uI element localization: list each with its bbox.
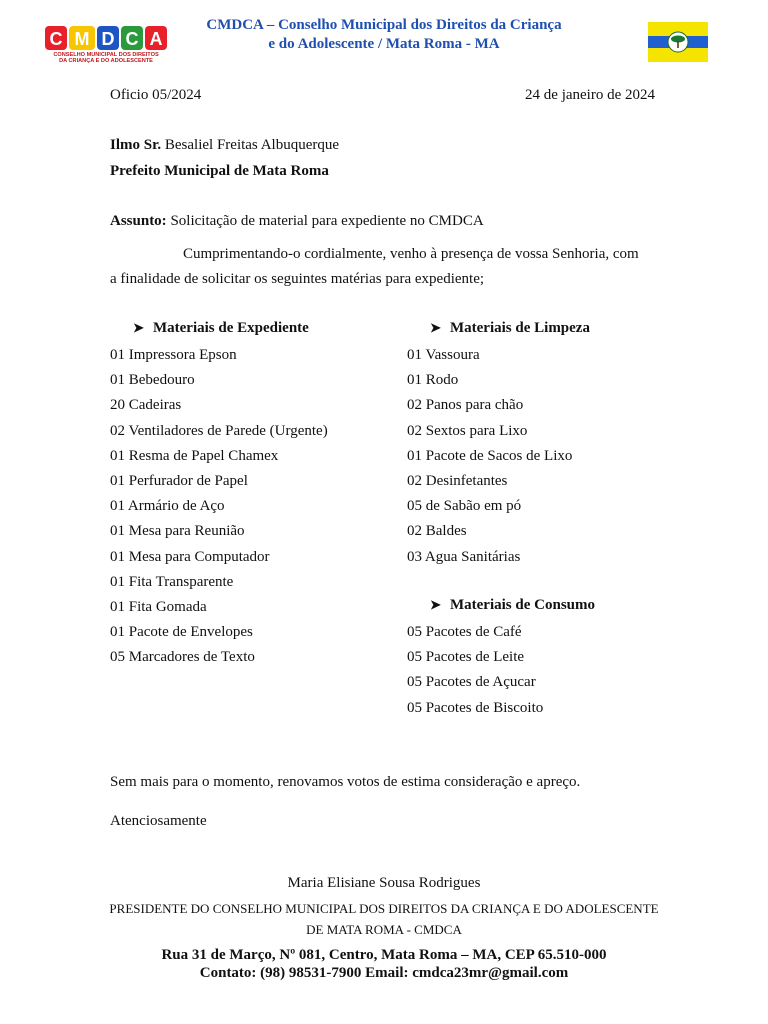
list-item: 01 Fita Gomada (110, 598, 207, 615)
list-item: 02 Panos para chão (407, 397, 524, 414)
recipient-name: Besaliel Freitas Albuquerque (164, 137, 340, 153)
list-item: 01 Fita Transparente (110, 573, 234, 590)
list-item: 01 Rodo (407, 372, 459, 389)
list-item: 01 Pacote de Sacos de Lixo (407, 447, 573, 464)
arrowhead-bullet-icon: ➤ (133, 320, 144, 335)
list-item: 02 Ventiladores de Parede (Urgente) (110, 422, 328, 439)
subject-text: Solicitação de material para expediente no CMDCA (170, 213, 484, 229)
logo-letter: D (101, 29, 115, 49)
closing-line: Sem mais para o momento, renovamos votos de estima consideração e apreço. (110, 774, 581, 790)
cmdca-logo (44, 24, 168, 64)
list-item: 02 Desinfetantes (407, 472, 508, 489)
list-item: 05 Marcadores de Texto (110, 649, 255, 666)
footer-address: Rua 31 de Março, Nº 081, Centro, Mata Roma – MA, CEP 65.510-000 (161, 947, 607, 963)
list-item: 20 Cadeiras (110, 397, 182, 414)
section-title-expediente (133, 320, 309, 337)
list-item: 05 de Sabão em pó (407, 498, 522, 515)
subject-label: Assunto: (110, 213, 167, 229)
list-item: 01 Perfurador de Papel (110, 472, 248, 489)
list-consumo (407, 623, 543, 724)
letter-date: 24 de janeiro de 2024 (525, 87, 655, 103)
valediction: Atenciosamente (110, 813, 207, 829)
list-expediente (110, 346, 328, 673)
header-title (170, 16, 598, 54)
list-item: 05 Pacotes de Leite (407, 649, 525, 666)
signatory-role-line1: PRESIDENTE DO CONSELHO MUNICIPAL DOS DIREITOS DA CRIANÇA E DO ADOLESCENTE (109, 901, 659, 916)
tree-emblem-icon (668, 32, 688, 52)
header-title-line2: e do Adolescente / Mata Roma - MA (268, 36, 500, 52)
list-item: 05 Pacotes de Café (407, 624, 522, 640)
subject-line (110, 212, 484, 230)
list-item: 01 Armário de Aço (110, 498, 225, 515)
list-item: 01 Resma de Papel Chamex (110, 447, 279, 464)
list-item: 01 Vassoura (407, 347, 480, 363)
intro-line-2: a finalidade de solicitar os seguintes matérias para expediente; (110, 271, 485, 287)
footer (0, 946, 768, 982)
list-limpeza (407, 346, 572, 573)
section-limpeza-label: Materiais de Limpeza (450, 320, 590, 336)
arrowhead-bullet-icon: ➤ (430, 597, 441, 612)
section-consumo-label: Materiais de Consumo (450, 597, 595, 613)
list-item: 03 Agua Sanitárias (407, 548, 521, 565)
header-title-line1: CMDCA – Conselho Municipal dos Direitos da Criança (206, 17, 562, 33)
list-item: 01 Mesa para Computador (110, 548, 270, 565)
list-item: 05 Pacotes de Biscoito (407, 699, 544, 716)
list-item: 02 Sextos para Lixo (407, 422, 528, 439)
recipient-line (110, 136, 339, 154)
list-item: 01 Impressora Epson (110, 347, 237, 363)
list-item: 01 Mesa para Reunião (110, 523, 245, 540)
list-item: 02 Baldes (407, 523, 467, 540)
signatory-role-line2: DE MATA ROMA - CMDCA (306, 922, 462, 937)
logo-letter: C (49, 29, 63, 49)
logo-letter: M (74, 29, 90, 49)
section-title-limpeza (430, 320, 590, 337)
salutation-prefix: Ilmo Sr. (110, 137, 162, 153)
list-item: 01 Bebedouro (110, 372, 195, 389)
municipal-flag (648, 22, 708, 62)
section-expediente-label: Materiais de Expediente (153, 320, 309, 336)
logo-subtext-2: DA CRIANÇA E DO ADOLESCENTE (59, 58, 153, 64)
logo-subtext-1: CONSELHO MUNICIPAL DOS DIREITOS (53, 52, 159, 58)
recipient-title: Prefeito Municipal de Mata Roma (110, 163, 329, 179)
intro-line-1: Cumprimentando-o cordialmente, venho à presença de vossa Senhoria, com (183, 246, 639, 262)
list-item: 01 Pacote de Envelopes (110, 624, 253, 641)
arrowhead-bullet-icon: ➤ (430, 320, 441, 335)
footer-contact: Contato: (98) 98531-7900 Email: cmdca23mr@gmail.com (199, 965, 569, 981)
signatory-role (100, 898, 668, 940)
signatory-name: Maria Elisiane Sousa Rodrigues (287, 875, 481, 891)
section-title-consumo (430, 597, 595, 614)
logo-letter: C (125, 29, 139, 49)
logo-letter: A (149, 29, 163, 49)
list-item: 05 Pacotes de Açucar (407, 674, 536, 691)
letter-reference: Oficio 05/2024 (110, 87, 202, 103)
